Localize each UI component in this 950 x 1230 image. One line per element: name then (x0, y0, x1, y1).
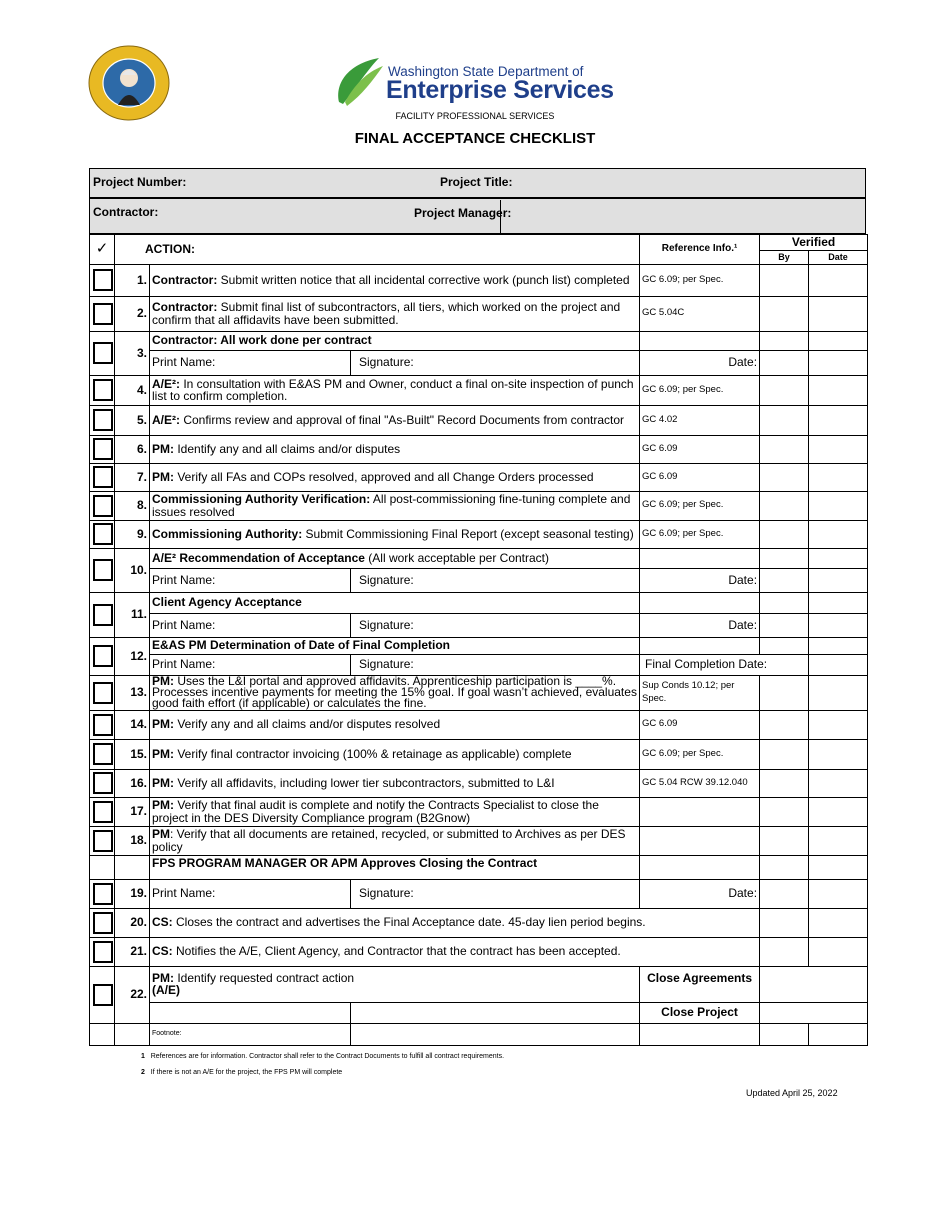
footnote-2: 2 If there is not an A/E for the project, the FPS PM will complete (141, 1069, 343, 1076)
verified-by-cell[interactable] (760, 797, 809, 826)
item-reference: GC 6.09; per Spec. (640, 491, 760, 520)
contractor-label: Contractor: (93, 205, 159, 219)
item-text: Confirms review and approval of final "As-Built" Record Documents from contractor (180, 412, 625, 427)
item-number: 4. (115, 375, 150, 405)
item-checkbox[interactable] (93, 912, 113, 934)
check-column-header: ✓ (90, 235, 115, 265)
item-reference: GC 5.04 RCW 39.12.040 (640, 769, 760, 797)
verified-date-cell[interactable] (809, 879, 868, 908)
item-text: Verify all FAs and COPs resolved, approved and all Change Orders processed (174, 469, 594, 484)
item-extra: (A/E) (152, 983, 180, 997)
item-reference: GC 5.04C (640, 296, 760, 331)
checklist-item (90, 331, 868, 350)
item-number: 15. (115, 739, 150, 769)
action-column-header: ACTION: (115, 235, 640, 265)
item-role: E&AS PM Determination of Date of Final Completion (152, 638, 451, 653)
item-reference: GC 6.09; per Spec. (640, 739, 760, 769)
item-reference: GC 6.09 (640, 710, 760, 739)
signature-field[interactable]: Signature: (351, 350, 640, 375)
verified-date-cell[interactable] (809, 463, 868, 491)
verified-date-cell[interactable] (809, 296, 868, 331)
close-agreements-option[interactable]: Close Agreements (640, 966, 760, 1002)
item-checkbox[interactable] (93, 883, 113, 905)
item-role: A/E²: (152, 376, 180, 391)
item-reference (640, 826, 760, 855)
checklist-item (90, 375, 868, 405)
item-role: Client Agency Acceptance (152, 595, 302, 610)
item-reference: GC 6.09; per Spec. (640, 375, 760, 405)
checklist-item (90, 520, 868, 548)
item-role: PM: (152, 717, 174, 732)
item-text: Verify that final audit is complete and notify the Contracts Specialist to close the project in the DES Diversity Compliance program (B2Gnow) (152, 798, 599, 825)
verified-date-cell[interactable] (809, 548, 868, 568)
verified-date-cell[interactable] (809, 675, 868, 710)
item-role: CS: (152, 944, 173, 959)
checklist-item (90, 637, 868, 654)
item-role: Commissioning Authority Verification: (152, 492, 371, 506)
date-field[interactable]: Date: (640, 350, 760, 375)
close-project-cell[interactable] (760, 1002, 868, 1023)
item-checkbox[interactable] (93, 645, 113, 667)
checklist-item (90, 710, 868, 739)
item-checkbox[interactable] (93, 830, 113, 852)
item-number: 14. (115, 710, 150, 739)
item-checkbox[interactable] (93, 682, 113, 704)
item-role: CS: (152, 915, 173, 930)
checklist-item (90, 296, 868, 331)
verified-by-cell[interactable] (760, 331, 809, 350)
verified-by-cell[interactable] (760, 937, 809, 966)
verified-by-cell[interactable] (760, 375, 809, 405)
item-role: PM: (152, 441, 174, 456)
checklist-item (90, 675, 868, 710)
verified-column-header: Verified (760, 235, 868, 251)
page-title: FINAL ACCEPTANCE CHECKLIST (354, 130, 596, 147)
checklist-item (90, 966, 868, 1002)
close-agreements-cell[interactable] (760, 966, 868, 1002)
print-name-field[interactable]: Print Name: (150, 568, 351, 592)
item-number: 7. (115, 463, 150, 491)
checklist-item (90, 592, 868, 613)
verified-date-cell[interactable] (809, 826, 868, 855)
item-checkbox[interactable] (93, 379, 113, 401)
item-number: 19. (115, 879, 150, 908)
item-text: Submit Commissioning Final Report (except seasonal testing) (302, 526, 634, 541)
item-reference (640, 797, 760, 826)
logo-line-1: Washington State Department of (388, 64, 584, 79)
verified-date-cell[interactable] (809, 375, 868, 405)
verified-by-cell[interactable] (760, 296, 809, 331)
checklist-item (90, 264, 868, 296)
item-number: 22. (115, 966, 150, 1023)
project-title-label: Project Title: (440, 175, 513, 189)
item-text: Uses the L&I portal and approved affidavits. Apprenticeship participation is ____%. Processes incentive payments for meeting the 15% goal. If goal wasn’t achieved, evaluates good faith effort (if applicable) or calculates the fine. (152, 675, 637, 710)
item-checkbox[interactable] (93, 495, 113, 517)
item-number: 20. (115, 908, 150, 937)
print-name-field[interactable]: Print Name: (150, 613, 351, 637)
item-reference: GC 6.09; per Spec. (640, 264, 760, 296)
verified-date-cell[interactable] (809, 710, 868, 739)
verified-date-cell[interactable] (809, 331, 868, 350)
verified-date-cell[interactable] (809, 264, 868, 296)
checklist-item (90, 405, 868, 435)
item-number: 17. (115, 797, 150, 826)
checklist-item (90, 491, 868, 520)
checklist-item (90, 826, 868, 855)
item-number: 9. (115, 520, 150, 548)
verified-by-cell[interactable] (760, 739, 809, 769)
reference-column-header: Reference Info.¹ (640, 235, 760, 265)
checklist-item (90, 908, 868, 937)
verified-by-cell[interactable] (760, 463, 809, 491)
project-number-label: Project Number: (93, 175, 187, 189)
item-number: 16. (115, 769, 150, 797)
close-project-option[interactable]: Close Project (640, 1002, 760, 1023)
state-seal-logo (88, 45, 170, 121)
verified-by-cell[interactable] (760, 908, 809, 937)
verified-by-cell[interactable] (760, 405, 809, 435)
item-checkbox[interactable] (93, 342, 113, 364)
by-column-header: By (760, 251, 809, 265)
leaf-icon (333, 56, 388, 108)
item-text: Verify final contractor invoicing (100% & retainage as applicable) complete (174, 746, 572, 761)
verified-by-cell[interactable] (760, 826, 809, 855)
verified-date-cell[interactable] (809, 908, 868, 937)
item-text: Submit written notice that all incidental corrective work (punch list) completed (217, 272, 630, 287)
item-text: All post-commissioning fine-tuning complete and issues resolved (152, 492, 631, 519)
print-name-field[interactable]: Print Name: (150, 879, 351, 908)
item-checkbox[interactable] (93, 523, 113, 545)
item-reference: GC 6.09 (640, 435, 760, 463)
item-role: PM: (152, 775, 174, 790)
date-field[interactable]: Date: (640, 568, 760, 592)
des-logo (333, 56, 623, 112)
item-role: Contractor: All work done per contract (152, 333, 372, 348)
verified-date-cell[interactable] (809, 520, 868, 548)
checklist-item (90, 435, 868, 463)
item-reference: Sup Conds 10.12; per Spec. (640, 675, 760, 710)
item-number: 18. (115, 826, 150, 855)
verified-by-cell[interactable] (760, 675, 809, 710)
project-info-box (89, 168, 866, 234)
item-text: Closes the contract and advertises the Final Acceptance date. 45-day lien period begins. (172, 915, 646, 930)
item-checkbox[interactable] (93, 559, 113, 581)
checklist-item (90, 769, 868, 797)
item-role: A/E²: (152, 412, 180, 427)
signature-field[interactable]: Signature: (351, 568, 640, 592)
checklist-item (90, 937, 868, 966)
item-reference: GC 4.02 (640, 405, 760, 435)
verified-date-cell[interactable] (809, 491, 868, 520)
verified-by-cell[interactable] (760, 548, 809, 568)
verified-by-cell[interactable] (760, 435, 809, 463)
item-role: Commissioning Authority: (152, 526, 303, 541)
verified-date-cell[interactable] (809, 937, 868, 966)
item-role: A/E² Recommendation of Acceptance (152, 550, 365, 565)
item-checkbox[interactable] (93, 801, 113, 823)
signature-field[interactable]: Signature: (351, 879, 640, 908)
checklist-item (90, 739, 868, 769)
item-checkbox[interactable] (93, 714, 113, 736)
item-checkbox[interactable] (93, 466, 113, 488)
item-text: Identify any and all claims and/or disputes (174, 441, 401, 456)
checklist-item (90, 463, 868, 491)
item-role: PM: (152, 746, 174, 761)
verified-date-cell[interactable] (809, 592, 868, 613)
verified-by-cell[interactable] (760, 769, 809, 797)
verified-date-cell[interactable] (809, 797, 868, 826)
checklist-item (90, 855, 868, 879)
item-text: : Verify that all documents are retained, recycled, or submitted to Archives as per DES policy (152, 827, 626, 854)
signature-field[interactable]: Signature: (351, 654, 640, 675)
verified-by-cell[interactable] (760, 637, 809, 654)
verified-date-cell[interactable] (809, 637, 868, 654)
updated-date: Updated April 25, 2022 (746, 1088, 838, 1098)
verified-by-cell[interactable] (760, 879, 809, 908)
item-checkbox[interactable] (93, 438, 113, 460)
item-number: 8. (115, 491, 150, 520)
verified-by-cell[interactable] (760, 710, 809, 739)
verified-by-cell[interactable] (760, 592, 809, 613)
print-name-field[interactable]: Print Name: (150, 654, 351, 675)
item-checkbox[interactable] (93, 269, 113, 291)
item-text: Verify any and all claims and/or disputes resolved (174, 717, 441, 732)
item-checkbox[interactable] (93, 409, 113, 431)
item-number: 10. (115, 548, 150, 592)
footnote-1: 1 References are for information. Contractor shall refer to the Contract Documents to fulfill all contract requirements. (141, 1053, 505, 1060)
date-column-header: Date (809, 251, 868, 265)
item-checkbox[interactable] (93, 303, 113, 325)
print-name-field[interactable]: Print Name: (150, 350, 351, 375)
item-checkbox[interactable] (93, 604, 113, 626)
date-field[interactable]: Date: (640, 613, 760, 637)
verified-by-cell[interactable] (760, 264, 809, 296)
verified-by-cell[interactable] (760, 520, 809, 548)
subheading: FACILITY PROFESSIONAL SERVICES (395, 111, 555, 121)
item-number: 5. (115, 405, 150, 435)
footnote-field[interactable]: Footnote: (150, 1023, 351, 1045)
item-text: Identify requested contract action (174, 970, 355, 985)
item-text: (All work acceptable per Contract) (364, 550, 550, 565)
item-reference: GC 6.09; per Spec. (640, 520, 760, 548)
item-number: 11. (115, 592, 150, 637)
logo-line-2: Enterprise Services (386, 76, 614, 104)
item-role: PM: (152, 675, 174, 688)
item-role: Contractor: (152, 300, 218, 314)
item-number: 21. (115, 937, 150, 966)
checklist-item (90, 548, 868, 568)
item-number: 3. (115, 331, 150, 375)
item-text: Notifies the A/E, Client Agency, and Contractor that the contract has been accepted. (172, 944, 621, 959)
item-text: Submit final list of subcontractors, all tiers, which worked on the project and confirm that all affidavits have been submitted. (152, 300, 621, 327)
item-number: 12. (115, 637, 150, 675)
item-checkbox[interactable] (93, 743, 113, 765)
checklist-table (89, 234, 868, 1046)
verified-date-cell[interactable] (809, 405, 868, 435)
item-number: 6. (115, 435, 150, 463)
item-role: PM: (152, 798, 174, 812)
checklist-item (90, 797, 868, 826)
item-role: PM: (152, 970, 174, 985)
item-reference: GC 6.09 (640, 463, 760, 491)
project-manager-label: Project Manager: (414, 206, 512, 220)
item-text: Verify all affidavits, including lower tier subcontractors, submitted to L&I (174, 775, 555, 790)
verified-date-cell[interactable] (809, 769, 868, 797)
verified-by-cell[interactable] (760, 491, 809, 520)
item-role: PM: (152, 469, 174, 484)
item-role: PM (152, 827, 170, 841)
item-checkbox[interactable] (93, 984, 113, 1006)
verified-date-cell[interactable] (809, 739, 868, 769)
item-number: 13. (115, 675, 150, 710)
signature-field[interactable]: Signature: (351, 613, 640, 637)
item-text: In consultation with E&AS PM and Owner, conduct a final on-site inspection of punch list to confirm completion. (152, 376, 634, 403)
item-checkbox[interactable] (93, 941, 113, 963)
item-role: Contractor: (152, 272, 218, 287)
item-role: FPS PROGRAM MANAGER OR APM Approves Closing the Contract (152, 855, 538, 870)
date-field[interactable]: Date: (640, 879, 760, 908)
verified-date-cell[interactable] (809, 435, 868, 463)
item-checkbox[interactable] (93, 772, 113, 794)
item-number: 1. (115, 264, 150, 296)
final-completion-date-field[interactable]: Final Completion Date: (640, 654, 809, 675)
item-number: 2. (115, 296, 150, 331)
